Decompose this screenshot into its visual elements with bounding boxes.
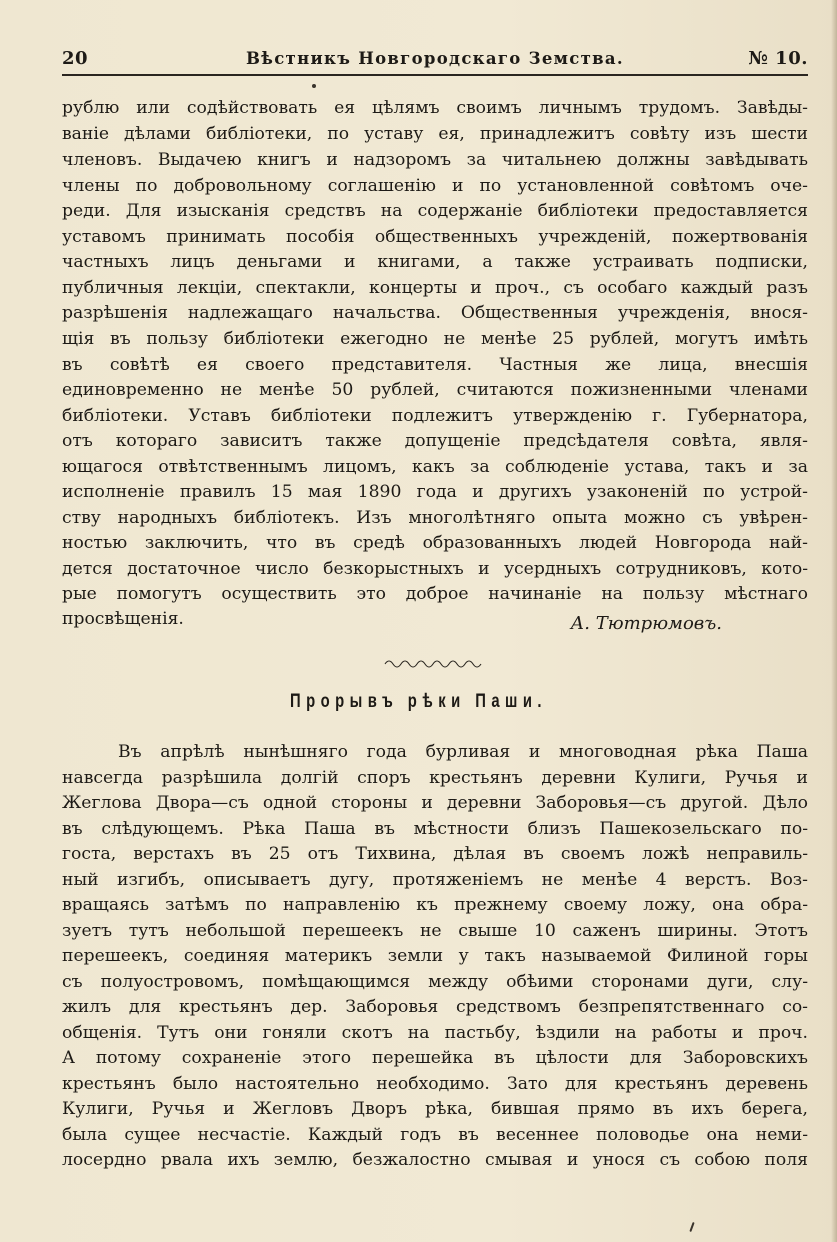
body-line: членовъ. Выдачею книгъ и надзоромъ за читальнею должны завѣдывать: [62, 150, 808, 170]
body-line: лосердно рвала ихъ землю, безжалостно смывая и унося съ собою поля: [62, 1150, 808, 1170]
body-line: госта, верстахъ въ 25 отъ Тихвина, дѣлая въ своемъ ложѣ неправиль-: [62, 844, 808, 864]
body-line: съ полуостровомъ, помѣщающимся между обѣими сторонами дуги, слу-: [62, 972, 808, 992]
print-speck: [689, 1222, 694, 1232]
body-line: ющагося отвѣтственнымъ лицомъ, какъ за соблюденіе устава, такъ и за: [62, 457, 808, 477]
body-line: была сущее несчастіе. Каждый годъ въ весеннее половодье она неми-: [62, 1125, 808, 1145]
body-line: рублю или содѣйствовать ея цѣлямъ своимъ личнымъ трудомъ. Завѣды-: [62, 98, 808, 118]
body-line: А потому сохраненіе этого перешейка въ цѣлости для Заборовскихъ: [62, 1048, 808, 1068]
body-line: ный изгибъ, описываетъ дугу, протяженіемъ не менѣе 4 верстъ. Воз-: [62, 870, 808, 890]
body-line: публичныя лекціи, спектакли, концерты и проч., съ особаго каждый разъ: [62, 278, 808, 298]
body-line: просвѣщенія.: [62, 609, 184, 629]
page-number: 20: [62, 48, 89, 69]
body-line: ваніе дѣлами библіотеки, по уставу ея, принадлежитъ совѣту изъ шести: [62, 124, 808, 144]
running-title: Вѣстникъ Новгородскаго Земства.: [246, 49, 624, 68]
body-line: вращаясь затѣмъ по направленію къ прежнему своему ложу, она обра-: [62, 895, 808, 915]
body-line: члены по добровольному соглашенію и по установленной совѣтомъ оче-: [62, 176, 808, 196]
body-line: уставомъ принимать пособія общественныхъ учрежденій, пожертвованія: [62, 227, 808, 247]
body-line: ству народныхъ библіотекъ. Изъ многолѣтняго опыта можно съ увѣрен-: [62, 508, 808, 528]
page-edge-shadow: [831, 0, 837, 1242]
body-line: единовременно не менѣе 50 рублей, считаются пожизненными членами: [62, 380, 808, 400]
body-line: ностью заключить, что въ средѣ образованныхъ людей Новгорода най-: [62, 533, 808, 553]
body-line: Жеглова Двора—съ одной стороны и деревни Заборовья—съ другой. Дѣло: [62, 793, 808, 813]
body-line: дется достаточное число безкорыстныхъ и усердныхъ сотрудниковъ, кото-: [62, 559, 808, 579]
body-line: въ совѣтѣ ея своего представителя. Частныя же лица, внесшія: [62, 355, 808, 375]
author-signature: А. Тютрюмовъ.: [570, 613, 722, 634]
body-line: общенія. Тутъ они гоняли скотъ на пастьбу, ѣздили на работы и проч.: [62, 1023, 808, 1043]
body-line: разрѣшенія надлежащаго начальства. Общественныя учрежденія, внося-: [62, 303, 808, 323]
page-header: [62, 46, 808, 76]
body-line: перешеекъ, соединяя материкъ земли у такъ называемой Филиной горы: [62, 946, 808, 966]
body-line: Въ апрѣлѣ нынѣшняго года бурливая и многоводная рѣка Паша: [118, 742, 808, 762]
body-line: реди. Для изысканія средствъ на содержаніе библіотеки предоставляется: [62, 201, 808, 221]
article-title: Прорывъ рѣки Паши.: [289, 691, 547, 712]
body-line: частныхъ лицъ деньгами и книгами, а также устраивать подписки,: [62, 252, 808, 272]
body-line: крестьянъ было настоятельно необходимо. Зато для крестьянъ деревень: [62, 1074, 808, 1094]
section-divider-ornament: [383, 656, 483, 670]
body-line: Кулиги, Ручья и Жегловъ Дворъ рѣка, бившая прямо въ ихъ берега,: [62, 1099, 808, 1119]
body-line: рые помогутъ осуществить это доброе начинаніе на пользу мѣстнаго: [62, 584, 808, 604]
issue-number: № 10.: [748, 48, 808, 69]
print-speck: [312, 84, 316, 88]
body-line: щія въ пользу библіотеки ежегодно не менѣе 25 рублей, могутъ имѣть: [62, 329, 808, 349]
body-line: въ слѣдующемъ. Рѣка Паша въ мѣстности близъ Пашекозельскаго по-: [62, 819, 808, 839]
body-line: библіотеки. Уставъ библіотеки подлежитъ утвержденію г. Губернатора,: [62, 406, 808, 426]
body-line: навсегда разрѣшила долгій споръ крестьянъ деревни Кулиги, Ручья и: [62, 768, 808, 788]
body-line: отъ котораго зависитъ также допущеніе предсѣдателя совѣта, явля-: [62, 431, 808, 451]
body-line: жилъ для крестьянъ дер. Заборовья средствомъ безпрепятственнаго со-: [62, 997, 808, 1017]
body-line: исполненіе правилъ 15 мая 1890 года и другихъ узаконеній по устрой-: [62, 482, 808, 502]
body-line: зуетъ тутъ небольшой перешеекъ не свыше 10 саженъ ширины. Этотъ: [62, 921, 808, 941]
